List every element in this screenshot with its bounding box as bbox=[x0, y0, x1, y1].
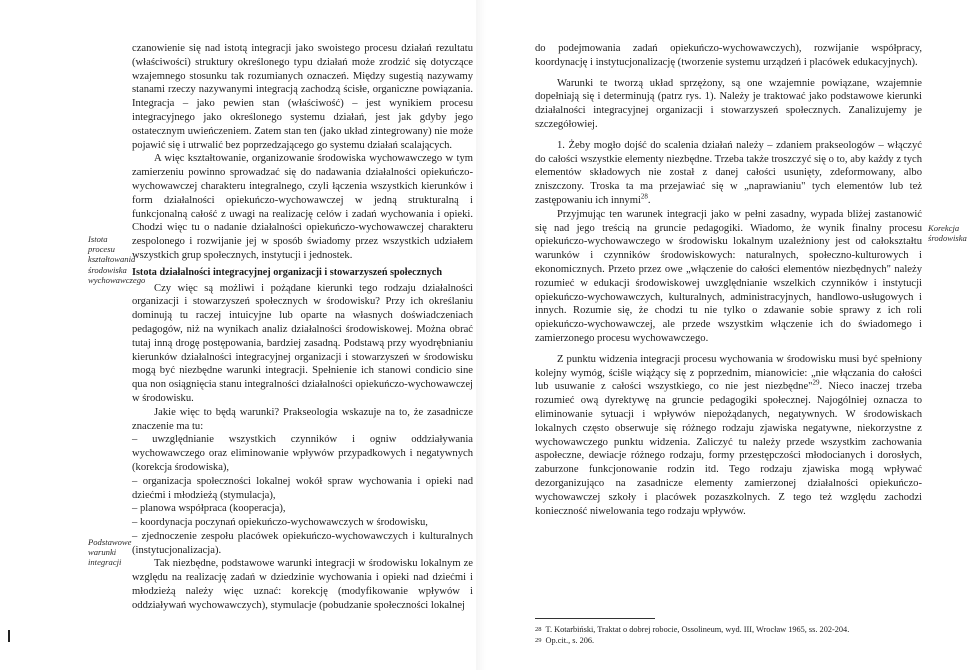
footnotes bbox=[535, 624, 922, 646]
footnote-ref: 29 bbox=[812, 378, 820, 387]
footnote-number: 28 bbox=[535, 626, 542, 633]
footnote bbox=[535, 635, 922, 646]
left-page bbox=[0, 0, 480, 670]
paragraph-text: 1. Żeby mogło dojść do scalenia działań należy – zdaniem prakseologów – włączyć do całości wszystkie elementy niezbędne. Trzeba także troszczyć się o to, aby każdy z tych elementów składowych nie został z danej całości usunięty, zdeformowany, albo zniszczony. Troska ta ma przejawiać się w „naprawianiu" tych elementów lub też zastępowaniu ich innymi bbox=[535, 139, 922, 206]
margin-note-istota: Istota procesu kształtowania środowiska wychowawczego bbox=[88, 234, 146, 285]
footnote-number: 29 bbox=[535, 637, 542, 644]
paragraph: Przyjmując ten warunek integracji jako w pełni zasadny, wypada bliżej zastanowić się nad jego treścią na gruncie pedagogiki. Wiadomo, że wynik finalny procesu opiekuńczo-wychowawczego w środowisku lokalnym uzależniony jest od całokształtu warunków i czynników środowiskowych: naturalnych, społeczno-kulturowych i ekonomicznych. Przeto przez owe „włączenie do całości elementów niezbędnych" należy rozumieć w edukacji środowiskowej uwzględnianie wszelkich czynników i instytucji opiekuńczo-wychowawczych, kulturalnych, administracyjnych, handlowo-usługowych i innych. Rozumie się, że chodzi tu nie tylko o zdawanie sobie sprawy z ich roli opiekuńczo-wychowawczej, ale przede wszystkim włączenie ich do świadomego i zamierzonego procesu wychowawczego. bbox=[535, 208, 922, 344]
margin-note-podstawowe-warunki: Podstawowe warunki integracji bbox=[88, 537, 132, 568]
paragraph: Czy więc są możliwi i pożądane kierunki tego rodzaju działalności organizacji i stowarzyszeń społecznych w środowisku? Przy ich określaniu dominują tu raczej intuicyjne lub oparte na własnych doświadczeniach pedagogów, niż na wynikach analiz działalności środowiskowej. Można obrać tutaj inną drogę postępowania, bardziej zasadną. Podstawą przy wyodrębnianiu kierunków działalności integracyjnej organizacji i stowarzyszeń w środowisku mogą być niezbędne warunki integracji. Spełnienie ich stanowi condicio sine qua non osiągnięcia stanu integralności działalności opiekuńczo-wychowawczej w środowisku. bbox=[132, 282, 473, 404]
paragraph: Warunki te tworzą układ sprzężony, są one wzajemnie powiązane, wzajemnie dopełniają się i determinują (patrz rys. 1). Należy je traktować jako podstawowe kierunki działalności integracyjnej organizacji i stowarzyszeń społecznych. Zanalizujemy je szczegółowiej. bbox=[535, 77, 922, 130]
paragraph: Tak niezbędne, podstawowe warunki integracji w środowisku lokalnym ze względu na realizację zadań w dziedzinie wychowania i opieki nad dziećmi i młodzieżą należy więc uznać: korekcję (modyfikowanie wpływów i oddziaływań wychowawczych), stymulacje (pobudzanie społeczności lokalnej bbox=[132, 558, 473, 611]
paragraph-text: Nieco inaczej trzeba rozumieć ową dyrektywę na gruncie pedagogiki społecznej. Najogólniej oznacza to eliminowanie sytuacji i wpływów niepożądanych, negatywnych. W środowiskach lokalnych często obserwuje się różnego rodzaju zjawiska negatywne, niekorzystne z wychowawczego punktu widzenia. Zaliczyć tu należy przede wszystkim zachowania aspołeczne, dewiacje różnego rodzaju, formy przestępczości młodocianych i dorosłych, zaburzone funkcjonowanie rodzin itd. Tego rodzaju zjawiska mogą wpływać dezorganizująco na zasadnicze elementy zamierzonej działalności opiekuńczo-wychowawczej szkoły i placówek pozaszkolnych. Z tego też względu zachodzi konieczność niwelowania tego rodzaju wpływów. bbox=[535, 381, 923, 517]
right-text-column bbox=[535, 42, 922, 518]
list-item: – uwzględnianie wszystkich czynników i ogniw oddziaływania wychowawczego oraz eliminowanie wpływów przypadkowych i negatywnych (korekcja środowiska), bbox=[132, 434, 473, 473]
footnote-text: Op.cit., s. 206. bbox=[545, 636, 595, 645]
paragraph: 1. Żeby mogło dojść do scalenia działań należy – zdaniem prakseologów – włączyć do całości wszystkie elementy niezbędne. Trzeba także troszczyć się o to, aby każdy z tych elementów składowych nie został z danej całości usunięty, zdeformowany, albo zniszczony. Troska ta ma przejawiać się w „naprawianiu" tych elementów lub też zastępowaniu ich innymi$^{28}$. bbox=[535, 139, 922, 206]
paragraph: Z punktu widzenia integracji procesu wychowania w środowisku musi być spełniony kolejny wymóg, ściśle wiążący się z poprzednim, mianowicie: „nie włączania do całości lub usuwanie z całości wszystkiego, co nie jest niezbędne"$^{29}$. Nieco inaczej trzeba rozumieć ową dyrektywę na gruncie pedagogiki społecznej. Najogólniej oznacza to eliminowanie sytuacji i wpływów niepożądanych, negatywnych. W środowiskach lokalnych często obserwuje się różnego rodzaju zjawiska negatywne, niekorzystne z wychowawczego punktu widzenia. Zaliczyć tu należy przede wszystkim zachowania aspołeczne, dewiacje różnego rodzaju, formy przestępczości młodocianych i dorosłych, zaburzone funkcjonowanie rodzin itd. Tego rodzaju zjawiska mogą wpływać dezorganizująco na zasadnicze elementy zamierzonej działalności opiekuńczo-wychowawczej szkoły i placówek pozaszkolnych. Z tego też względu zachodzi konieczność niwelowania tego rodzaju wpływów. bbox=[535, 353, 923, 517]
left-text-column bbox=[132, 42, 473, 613]
paragraph: do podejmowania zadań opiekuńczo-wychowawczych), rozwijanie współpracy, koordynację i instytucjonalizację (tworzenie systemu urządzeń i placówek edukacyjnych). bbox=[535, 43, 922, 68]
paragraph: czanowienie się nad istotą integracji jako swoistego procesu działań rezultatu (właściwości) struktury określonego typu działań może zrodzić się dotyczące wzajemnego stosunku tak rozumianych oznaczeń. Między sugestią nazywamy stanami rzeczy nazywanymi integracją zachodzą ścisłe, organiczne powiązania. Integracja – jako pewien stan (właściwość) – jest wynikiem procesu integracyjnego jako określonego systemu działań, jest jak gdyby jego ostatecznym uwieńczeniem. Zatem stan ten (jako układ zintegrowany) nie może pojawić się i utrwalić bez poprzedzającego go systemu działań scalających. bbox=[132, 43, 473, 151]
footnote-ref: 28 bbox=[640, 192, 648, 201]
footnote-text: T. Kotarbiński, Traktat o dobrej robocie, Ossolineum, wyd. III, Wrocław 1965, ss. 202-204. bbox=[545, 625, 850, 634]
paragraph: Jakie więc to będą warunki? Prakseologia wskazuje na to, że zasadnicze znaczenie ma tu: bbox=[132, 406, 473, 432]
margin-note-korekcja: Korekcja środowiska bbox=[928, 223, 967, 244]
right-page bbox=[480, 0, 967, 670]
footnote-divider bbox=[535, 618, 655, 619]
list-item: – zjednoczenie zespołu placówek opiekuńczo-wychowawczych i kulturalnych (instytucjonalizacja). bbox=[132, 530, 473, 556]
section-heading: Istota działalności integracyjnej organizacji i stowarzyszeń społecznych bbox=[132, 266, 443, 278]
footnote bbox=[535, 624, 922, 635]
paragraph: A więc kształtowanie, organizowanie środowiska wychowawczego w tym zamierzeniu powinno sprowadzać się do nadawania działalności opiekuńczo-wychowawczej charakteru integralnego, czyli łączenia wszystkich kierunków i form działalności opiekuńczo-wychowawczej w jedną strukturalną i funkcjonalną całość z uwagi na realizację celów i zadań wychowania i opieki. Chodzi więc tu o nadanie działalności opiekuńczo-wychowawczej charakteru zespolonego i rozwijanie jej w sposób świadomy przez wszystkich udziałem wszystkich grup społecznych, instytucji i jednostek. bbox=[132, 153, 473, 261]
list-item: – organizacja społeczności lokalnej wokół spraw wychowania i opieki nad dziećmi i młodzieżą (stymulacja), bbox=[132, 475, 473, 501]
paragraph-text: Z punktu widzenia integracji procesu wychowania w środowisku musi być spełniony kolejny wymóg, ściśle wiążący się z poprzednim, mianowicie: „nie włączania do całości lub usuwanie z całości wszystkiego, co nie jest niezbędne" bbox=[535, 353, 922, 393]
list-item: – koordynacja poczynań opiekuńczo-wychowawczych w środowisku, bbox=[132, 517, 428, 529]
list-item: – planowa współpraca (kooperacja), bbox=[132, 503, 286, 515]
